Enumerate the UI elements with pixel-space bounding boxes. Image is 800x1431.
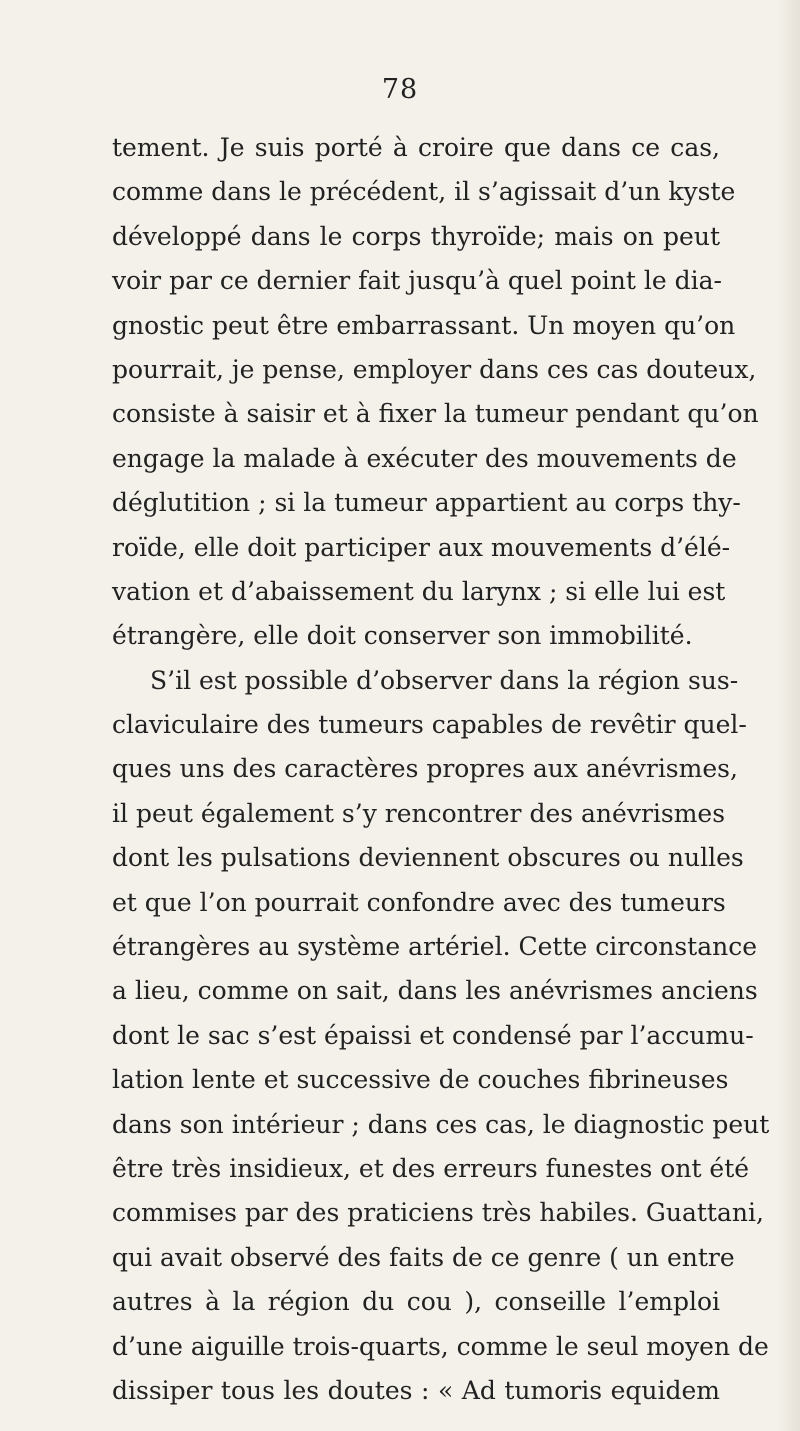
text-line: voir par ce dernier fait jusqu’à quel point le dia-: [112, 266, 722, 296]
text-line: engage la malade à exécuter des mouvements de: [112, 443, 737, 473]
text-line: étrangère, elle doit conserver son immobilité.: [112, 621, 693, 651]
text-line: roïde, elle doit participer aux mouvements d’élé-: [112, 532, 731, 562]
text-line: qui avait observé des faits de ce genre ( un entre: [112, 1242, 735, 1272]
text-line: dissiper tous les doutes : « Ad tumoris equidem: [112, 1375, 720, 1405]
text-line: pourrait, je pense, employer dans ces cas douteux,: [112, 354, 757, 384]
text-line: tement. Je suis porté à croire que dans ce cas,: [112, 133, 720, 162]
text-line: comme dans le précédent, il s’agissait d’un kyste: [112, 177, 736, 207]
body-text: [112, 126, 770, 1413]
text-line: lation lente et successive de couches fibrineuses: [112, 1065, 729, 1095]
text-line: et que l’on pourrait confondre avec des tumeurs: [112, 887, 726, 917]
text-line: il peut également s’y rencontrer des anévrismes: [112, 798, 726, 828]
text-line: S’il est possible d’observer dans la région sus-: [150, 665, 739, 695]
text-line: dont les pulsations deviennent obscures ou nulles: [112, 843, 744, 873]
page-edge-shadow: [778, 0, 800, 1431]
text-line: dans son intérieur ; dans ces cas, le diagnostic peut: [112, 1109, 770, 1139]
text-line: étrangères au système artériel. Cette circonstance: [112, 932, 758, 962]
text-line: être très insidieux, et des erreurs funestes ont été: [112, 1153, 750, 1183]
text-line: autres à la région du cou ), conseille l’emploi: [112, 1287, 720, 1317]
text-line: gnostic peut être embarrassant. Un moyen qu’on: [112, 310, 736, 340]
text-line: claviculaire des tumeurs capables de revêtir quel-: [112, 710, 747, 740]
text-line: vation et d’abaissement du larynx ; si elle lui est: [112, 576, 726, 606]
page-number: 78: [381, 74, 419, 105]
text-line: d’une aiguille trois-quarts, comme le seul moyen de: [112, 1331, 769, 1361]
text-line: consiste à saisir et à fixer la tumeur pendant qu’on: [112, 399, 759, 429]
text-line: commises par des praticiens très habiles. Guattani,: [112, 1198, 764, 1228]
text-line: développé dans le corps thyroïde; mais on peut: [112, 221, 720, 251]
text-line: ques uns des caractères propres aux anévrismes,: [112, 754, 738, 784]
text-line: a lieu, comme on sait, dans les anévrismes anciens: [112, 976, 758, 1006]
text-line: dont le sac s’est épaissi et condensé par l’accumu-: [112, 1020, 754, 1050]
text-line: déglutition ; si la tumeur appartient au corps thy-: [112, 488, 741, 518]
